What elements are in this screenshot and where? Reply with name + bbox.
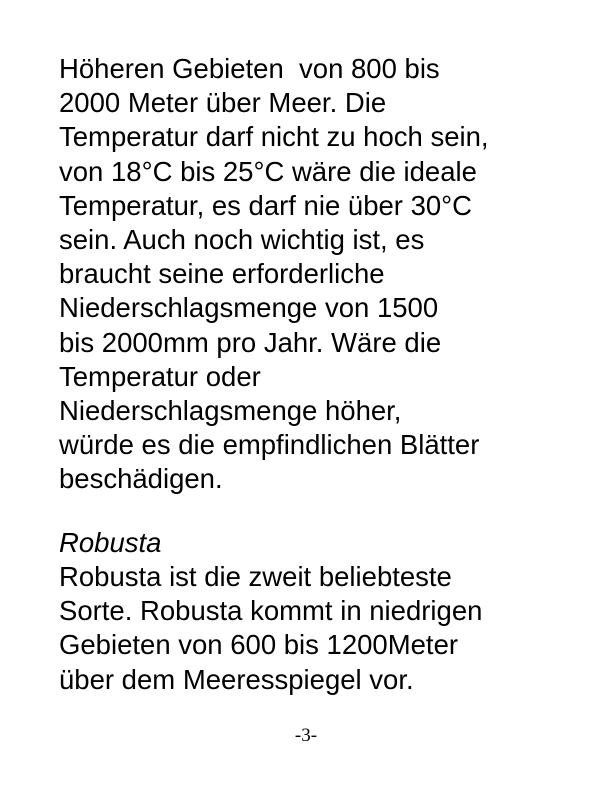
section-heading: Robusta xyxy=(59,527,162,558)
paragraph-line: Niederschlagsmenge von 1500 xyxy=(59,292,439,324)
paragraph-line: braucht seine erforderliche xyxy=(59,258,385,290)
paragraph-line: Temperatur, es darf nie über 30°C xyxy=(59,189,473,221)
paragraph-line: Höheren Gebieten von 800 bis xyxy=(59,53,440,84)
paragraph-line: Gebieten von 600 bis 1200Meter xyxy=(59,629,459,661)
paragraph-line: würde es die empfindlichen Blätter xyxy=(59,429,480,461)
paragraph-line: Sorte. Robusta kommt in niedrigen xyxy=(59,595,483,627)
page-number: -3- xyxy=(294,725,318,746)
paragraph-line: Niederschlagsmenge höher, xyxy=(59,395,402,427)
paragraph-line: beschädigen. xyxy=(59,463,223,495)
paragraph-line: über dem Meeresspiegel vor. xyxy=(59,663,414,695)
paragraph-line: Temperatur oder xyxy=(59,360,261,392)
paragraph-1 xyxy=(59,52,579,497)
paragraph-line: 2000 Meter über Meer. Die xyxy=(59,87,387,119)
paragraph-2 xyxy=(59,560,579,697)
paragraph-line: von 18°C bis 25°C wäre die ideale xyxy=(59,155,477,187)
paragraph-line: sein. Auch noch wichtig ist, es xyxy=(59,224,425,256)
paragraph-line: Temperatur darf nicht zu hoch sein, xyxy=(59,121,489,153)
paragraph-line: Robusta ist die zweit beliebteste xyxy=(59,561,452,592)
paragraph-line: bis 2000mm pro Jahr. Wäre die xyxy=(59,326,442,358)
